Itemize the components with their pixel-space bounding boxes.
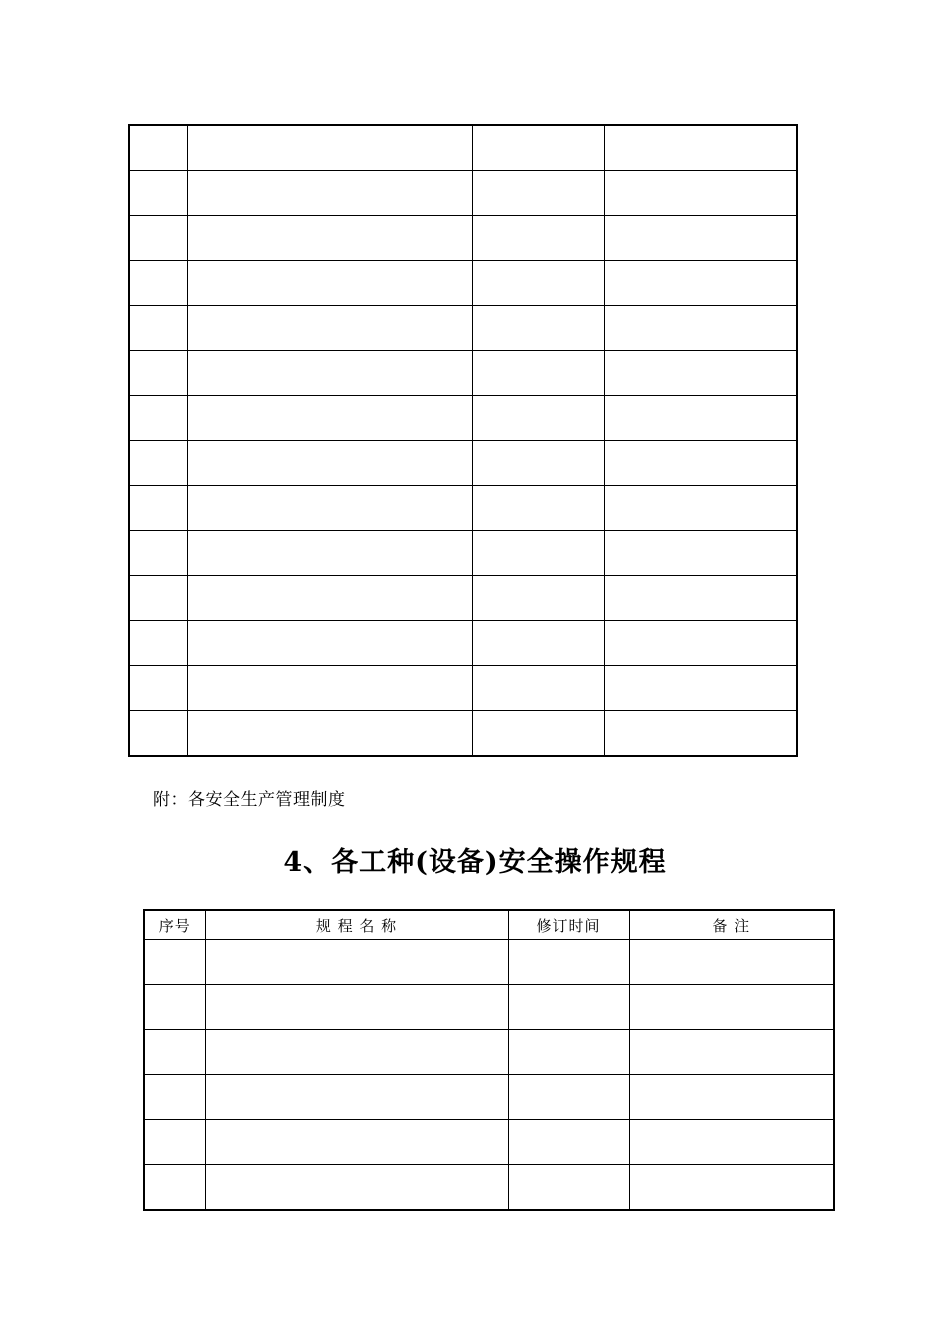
table-row <box>129 711 797 757</box>
header-procedure-name: 规 程 名 称 <box>205 910 508 940</box>
table-cell <box>144 1165 205 1211</box>
table-cell <box>604 216 797 261</box>
table-row <box>129 171 797 216</box>
table-cell <box>187 441 472 486</box>
table-row <box>144 985 834 1030</box>
table-row <box>144 1075 834 1120</box>
table-row <box>129 396 797 441</box>
table-cell <box>604 621 797 666</box>
table-cell <box>472 261 604 306</box>
header-serial-number: 序号 <box>144 910 205 940</box>
table-cell <box>144 940 205 985</box>
table-row <box>129 125 797 171</box>
table-cell <box>629 940 834 985</box>
table-cell <box>472 486 604 531</box>
table-cell <box>472 441 604 486</box>
table-cell <box>508 1120 629 1165</box>
table-cell <box>129 666 187 711</box>
table-cell <box>129 441 187 486</box>
table-cell <box>129 396 187 441</box>
table-cell <box>472 171 604 216</box>
table-cell <box>604 261 797 306</box>
table-cell <box>129 171 187 216</box>
table-row <box>129 306 797 351</box>
table-cell <box>129 486 187 531</box>
regulations-table-continued <box>128 124 798 757</box>
table-cell <box>472 216 604 261</box>
table-cell <box>129 621 187 666</box>
table-cell <box>205 985 508 1030</box>
table-cell <box>129 306 187 351</box>
table-cell <box>604 441 797 486</box>
table-cell <box>187 666 472 711</box>
table-cell <box>604 396 797 441</box>
table-cell <box>144 985 205 1030</box>
table-cell <box>629 1165 834 1211</box>
table-row <box>129 531 797 576</box>
table-cell <box>129 216 187 261</box>
table-cell <box>187 711 472 757</box>
table-cell <box>604 576 797 621</box>
table-cell <box>205 1030 508 1075</box>
table-cell <box>129 711 187 757</box>
table-cell <box>472 125 604 171</box>
table-cell <box>187 216 472 261</box>
table-cell <box>472 351 604 396</box>
table-cell <box>604 306 797 351</box>
table-cell <box>604 531 797 576</box>
table-cell <box>129 261 187 306</box>
table-cell <box>508 1075 629 1120</box>
table-cell <box>508 940 629 985</box>
table-row <box>144 1030 834 1075</box>
table-cell <box>629 1075 834 1120</box>
table-cell <box>472 396 604 441</box>
header-remarks: 备 注 <box>629 910 834 940</box>
table-cell <box>129 125 187 171</box>
table-row <box>129 621 797 666</box>
table-cell <box>187 261 472 306</box>
table-cell <box>205 1165 508 1211</box>
table-header-row <box>144 910 834 940</box>
section-heading: 4、各工种(设备)安全操作规程 <box>283 847 667 878</box>
operating-procedures-table <box>143 909 835 1211</box>
table-row <box>129 216 797 261</box>
table-cell <box>187 396 472 441</box>
table-cell <box>629 1120 834 1165</box>
table-row <box>129 576 797 621</box>
table-row <box>144 940 834 985</box>
table-cell <box>472 711 604 757</box>
table-cell <box>144 1030 205 1075</box>
table-cell <box>472 621 604 666</box>
table-row <box>129 261 797 306</box>
appendix-note: 附：各安全生产管理制度 <box>153 790 346 810</box>
table-cell <box>205 1120 508 1165</box>
table-row <box>144 1165 834 1211</box>
table-cell <box>604 486 797 531</box>
table-cell <box>187 576 472 621</box>
table-cell <box>187 486 472 531</box>
table-row <box>129 486 797 531</box>
table-row <box>129 441 797 486</box>
table-cell <box>472 306 604 351</box>
table-cell <box>604 666 797 711</box>
table-cell <box>187 621 472 666</box>
table-row <box>129 351 797 396</box>
table-cell <box>472 576 604 621</box>
table-cell <box>144 1075 205 1120</box>
table-cell <box>187 306 472 351</box>
table-cell <box>144 1120 205 1165</box>
table-cell <box>187 531 472 576</box>
table-cell <box>187 351 472 396</box>
table-cell <box>129 351 187 396</box>
table-cell <box>604 171 797 216</box>
table-cell <box>604 351 797 396</box>
table-cell <box>129 576 187 621</box>
table-cell <box>472 531 604 576</box>
table-cell <box>472 666 604 711</box>
table-row <box>129 666 797 711</box>
table-cell <box>604 125 797 171</box>
table-cell <box>187 171 472 216</box>
table-cell <box>129 531 187 576</box>
table-cell <box>508 1030 629 1075</box>
table-cell <box>604 711 797 757</box>
table-cell <box>629 1030 834 1075</box>
table-row <box>144 1120 834 1165</box>
table-cell <box>187 125 472 171</box>
table-cell <box>508 1165 629 1211</box>
header-revision-date: 修订时间 <box>508 910 629 940</box>
table-cell <box>205 940 508 985</box>
table-cell <box>629 985 834 1030</box>
table-cell <box>508 985 629 1030</box>
table-cell <box>205 1075 508 1120</box>
